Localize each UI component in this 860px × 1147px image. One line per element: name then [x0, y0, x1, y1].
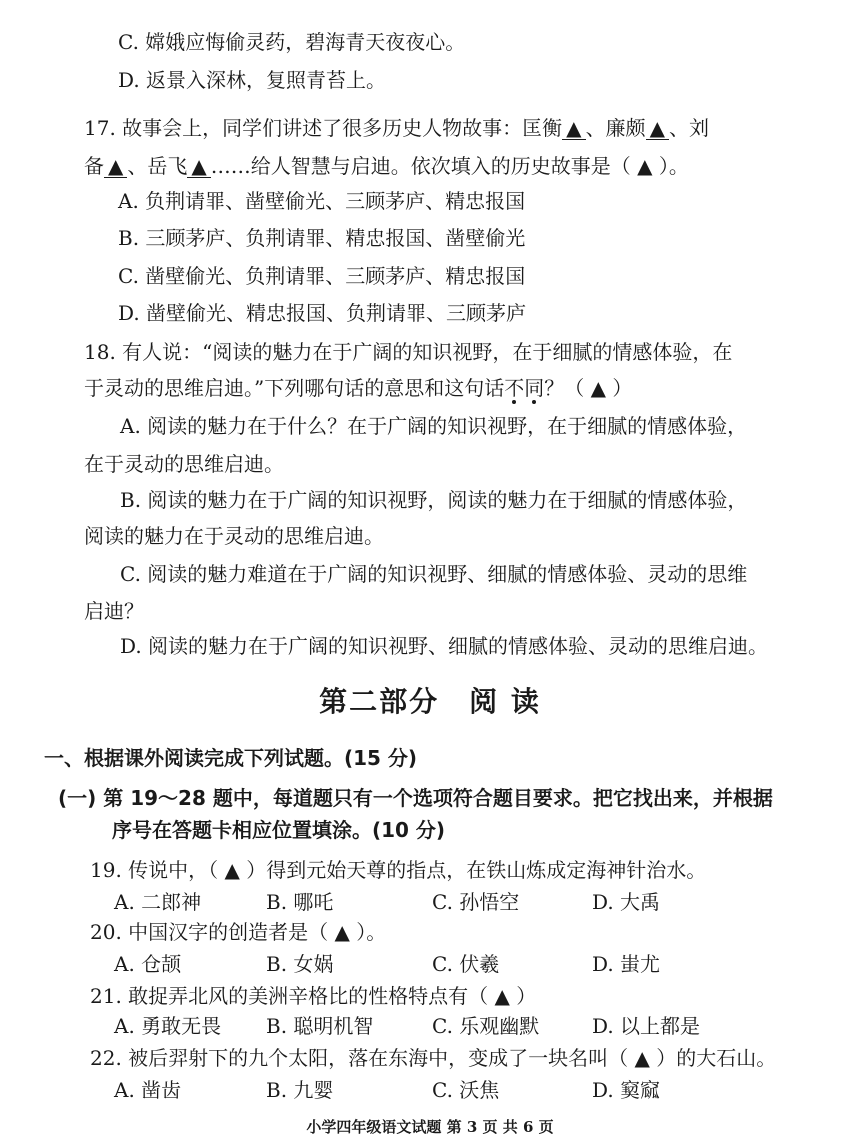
q22-stem: 22. 被后羿射下的九个太阳，落在东海中，变成了一块名叫（ ▲ ）的大石山。 [90, 1046, 777, 1070]
page-footer: 小学四年级语文试题 第 3 页 共 6 页 [306, 1118, 554, 1136]
subsection-heading-line2: 序号在答题卡相应位置填涂。(10 分) [112, 818, 446, 842]
q17-stem-line2 [84, 152, 689, 180]
q17-blank-2: ▲ [646, 117, 669, 140]
q17-blank-1: ▲ [562, 117, 585, 140]
q19-option-d: D. 大禹 [592, 890, 661, 914]
q20-stem: 20. 中国汉字的创造者是（ ▲ ）。 [90, 920, 387, 944]
q19-option-b: B. 哪吒 [266, 890, 334, 914]
q18-emphasis-char: 同 [524, 376, 545, 400]
q18-stem-line2 [84, 374, 632, 402]
q17-option-a: A. 负荆请罪、凿壁偷光、三顾茅庐、精忠报国 [118, 189, 526, 213]
q18-option-b-line2: 阅读的魅力在于灵动的思维启迪。 [84, 524, 384, 548]
q21-option-c: C. 乐观幽默 [432, 1014, 540, 1038]
q18-option-d: D. 阅读的魅力在于广阔的知识视野、细腻的情感体验、灵动的思维启迪。 [120, 634, 769, 658]
q19-option-c: C. 孙悟空 [432, 890, 520, 914]
q17-stem-line1 [84, 114, 709, 142]
q21-stem: 21. 敢捉弄北风的美洲辛格比的性格特点有（ ▲ ） [90, 984, 537, 1008]
q18-stem-line1: 18. 有人说：“阅读的魅力在于广阔的知识视野，在于细腻的情感体验，在 [84, 340, 733, 364]
q17-text: ……给人智慧与启迪。依次填入的历史故事是（ ▲ ）。 [210, 154, 689, 178]
q17-text: 、岳飞 [127, 154, 188, 178]
q21-option-a: A. 勇敢无畏 [114, 1014, 222, 1038]
q18-option-b-line1: B. 阅读的魅力在于广阔的知识视野，阅读的魅力在于细腻的情感体验， [120, 488, 748, 512]
q18-option-c-line2: 启迪？ [84, 599, 144, 623]
q17-blank-4: ▲ [187, 155, 210, 178]
q21-option-d: D. 以上都是 [592, 1014, 701, 1038]
q17-text: 17. 故事会上，同学们讲述了很多历史人物故事：匡衡 [84, 116, 563, 140]
q18-option-a-line2: 在于灵动的思维启迪。 [84, 452, 284, 476]
q17-option-c: C. 凿壁偷光、负荆请罪、三顾茅庐、精忠报国 [118, 264, 526, 288]
q19-stem: 19. 传说中，（ ▲ ）得到元始天尊的指点，在铁山炼成定海神针治水。 [90, 858, 707, 882]
q17-option-d: D. 凿壁偷光、精忠报国、负荆请罪、三顾茅庐 [118, 301, 527, 325]
q19-option-a: A. 二郎神 [114, 890, 202, 914]
q17-blank-3: ▲ [104, 155, 127, 178]
q20-option-d: D. 蚩尤 [592, 952, 661, 976]
q22-option-a: A. 凿齿 [114, 1078, 182, 1102]
q17-text: 备 [84, 154, 104, 178]
q20-option-a: A. 仓颉 [114, 952, 182, 976]
q18-text: ？（ ▲ ） [544, 376, 633, 400]
q22-option-c: C. 沃焦 [432, 1078, 500, 1102]
q16-option-d: D. 返景入深林，复照青苔上。 [118, 68, 387, 92]
q18-emphasis-char: 不 [504, 376, 525, 400]
q17-text: 、刘 [668, 116, 709, 140]
q18-option-c-line1: C. 阅读的魅力难道在于广阔的知识视野、细腻的情感体验、灵动的思维 [120, 562, 748, 586]
q16-option-c: C. 嫦娥应悔偷灵药，碧海青天夜夜心。 [118, 30, 466, 54]
q17-text: 、廉颇 [585, 116, 646, 140]
q17-option-b: B. 三顾茅庐、负荆请罪、精忠报国、凿壁偷光 [118, 226, 526, 250]
q21-option-b: B. 聪明机智 [266, 1014, 374, 1038]
subsection-heading-line1: (一) 第 19～28 题中，每道题只有一个选项符合题目要求。把它找出来，并根据 [58, 786, 773, 810]
q20-option-c: C. 伏羲 [432, 952, 500, 976]
q18-option-a-line1: A. 阅读的魅力在于什么？在于广阔的知识视野，在于细腻的情感体验， [120, 414, 748, 438]
q22-option-b: B. 九婴 [266, 1078, 334, 1102]
section-heading: 一、根据课外阅读完成下列试题。(15 分) [44, 746, 418, 770]
q20-option-b: B. 女娲 [266, 952, 334, 976]
q18-text: 于灵动的思维启迪。”下列哪句话的意思和这句话 [84, 376, 505, 400]
part-title: 第二部分 阅 读 [319, 685, 541, 718]
q22-option-d: D. 窫窳 [592, 1078, 661, 1102]
